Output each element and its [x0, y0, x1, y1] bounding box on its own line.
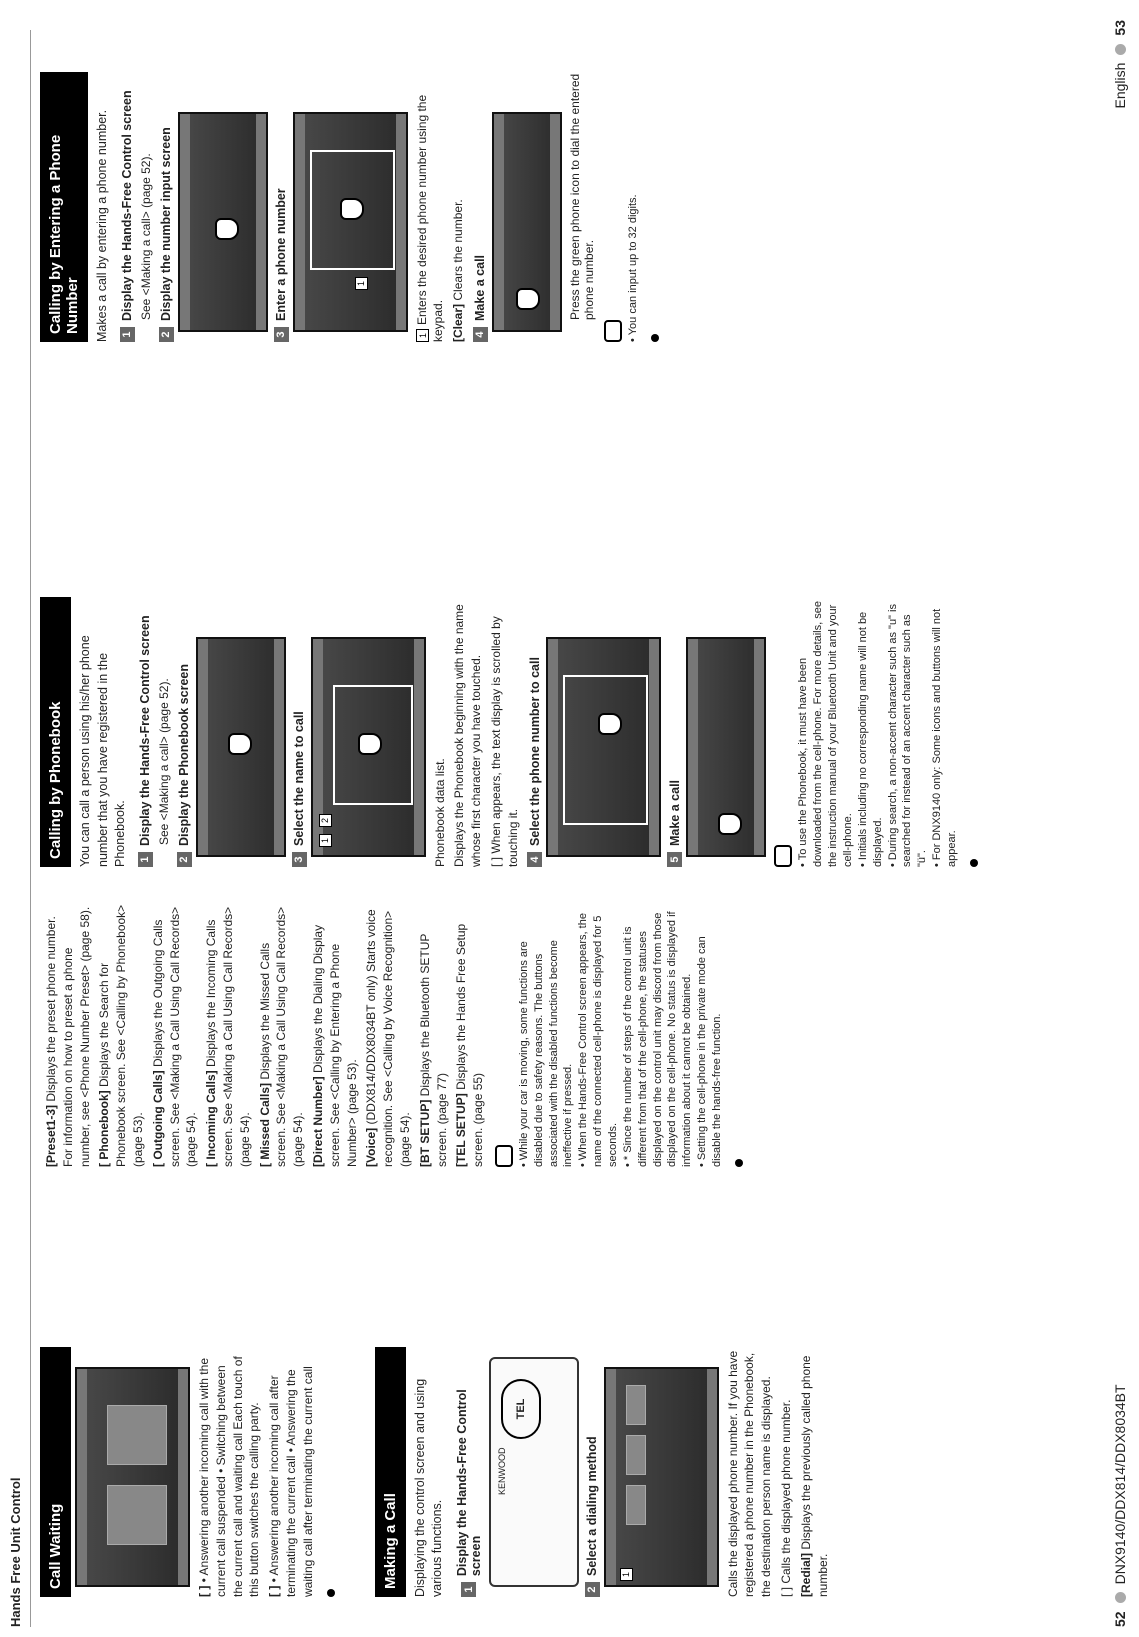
- entering-title: Calling by Entering a Phone Number: [40, 72, 88, 342]
- column-buttons: [Preset1-3] Displays the preset phone number. For information on how to preset a phone number, see <Phone Number Preset> (page 58). [ Phonebook] Displays the Search for Phonebook screen. See <Calling by Phonebook> (page 53). [ Outgoing Calls] Displays the Outgoing Calls screen. See <Making a Call Using Call Records> (page 54). [ Incoming Calls] Displays the Incoming Calls screen. See <Making a Call Using Call Records> (page 54). [ Missed Calls] Displays the Missed Calls screen. See <Making a Call Using Call Records> (page 54). [Direct Number] Displays the Dialing Display screen. See <Calling by Entering a Phone Number> (page 53). [Voice] (DDX814/DDX8034BT only) Starts voice recognition. See <Calling by Voice Recognition> (page 54). [BT SETUP] Displays the Bluetooth SETUP screen. (page 77) [TEL SETUP] Displays the Hands Free Setup screen. (page 55) • While your car is moving, some functions are disabled due to safety reasons. The buttons associated with the disabled functions become ineffective if pressed. • When the Hands-Free Control screen appears, the name of the connected cell-phone is displayed for 5 seconds. • * Since the number of steps of the control unit is different from that of the cell-phone, the statuses displayed on the control unit may discord from those displayed on the cell-phone. No status is displayed if information about it cannot be obtained. • Setting the cell-phone in the private mode can disable the hands-free function.: [40, 902, 743, 1167]
- callout-1-desc: Calls the displayed phone number. If you have registered a phone number in the Phonebook, the destination person name is displayed.: [725, 1350, 774, 1597]
- running-head: Hands Free Unit Control: [8, 1477, 23, 1627]
- callout-1: 1: [620, 1568, 633, 1581]
- head-unit-illustration: [489, 1357, 579, 1587]
- phone-end-icon: [ ]: [267, 1585, 282, 1597]
- column-call-waiting: [40, 1347, 834, 1597]
- phonebook-button-screenshot: [196, 637, 286, 857]
- outgoing-calls-icon: [ Outgoing Calls]: [150, 1070, 165, 1167]
- redial-desc: [Redial] Displays the previously called phone number.: [798, 1355, 830, 1597]
- call-waiting-screenshot: [75, 1367, 190, 1587]
- page-dot-icon: [1115, 1592, 1126, 1603]
- notes-list: • While your car is moving, some functions are disabled due to safety reasons. The buttons associated with the disabled functions become ineffective if pressed. • When the Hands-Free Control screen appears, the name of the connected cell-phone is displayed for 5 seconds. • * Since the number of steps of the control unit is different from that of the cell-phone, the statuses displayed on the control unit may discord from those displayed on the cell-phone. No status is displayed if information about it cannot be obtained. • Setting the cell-phone in the private mode can disable the hands-free function.: [517, 902, 725, 1167]
- note-icon: [495, 1145, 513, 1167]
- missed-calls-icon: [ Missed Calls]: [257, 1082, 272, 1167]
- dialing-method-screenshot: [604, 1367, 719, 1587]
- keypad-screenshot: 1: [293, 112, 408, 332]
- phone-answer-icon: [ ]: [197, 1585, 211, 1597]
- answer-hold-item: [ ] • Answering another incoming call with the current call suspended • Switching between the current call and waiting call Each touch of this button switches the calling party.: [197, 1356, 262, 1597]
- note-icon: [604, 320, 622, 342]
- number-input-screenshot: [178, 112, 268, 332]
- make-call-screenshot: [686, 637, 766, 857]
- column-entering: Calling by Entering a Phone Number Makes a call by entering a phone number. 1 Display the Hands-Free Control screen See <Making a call> (page 52). 2 Display the number input screen 3 Enter a phone number 1 1Enters the desired phone number using the keypad. [Clear] Clears the number. 4 Make a call Press the green phone icon to dial the entered phone number. • You can input up to 32 digits.: [40, 72, 659, 342]
- pointer-hand-icon: [215, 218, 239, 240]
- pointer-hand-icon: [340, 198, 364, 220]
- pointer-hand-icon: [358, 733, 382, 755]
- phonebook-list-screenshot: 1 2: [311, 637, 426, 857]
- phonebook-title: Calling by Phonebook: [40, 597, 71, 867]
- phone-number-screenshot: [546, 637, 661, 857]
- footer-right: English 53: [1112, 20, 1128, 109]
- answer-end-item: [ ] • Answering another incoming call after terminating the current call • Answering the waiting call after terminating the current call: [267, 1366, 315, 1597]
- pointer-hand-icon: [516, 288, 540, 310]
- end-dot: [327, 1589, 335, 1597]
- step-1: 1 Display the Hands-Free Control screen: [455, 1347, 483, 1597]
- pointer-hand-icon: [718, 813, 742, 835]
- making-call-title: Making a Call: [375, 1347, 406, 1597]
- call-button-desc: [ ] Calls the displayed phone number.: [778, 1399, 793, 1597]
- pointer-hand-icon: [228, 733, 252, 755]
- step-2: 2 Select a dialing method: [585, 1347, 600, 1597]
- column-phonebook: Calling by Phonebook You can call a person using his/her phone number that you have registered in the Phonebook. 1 Display the Hands-Free Control screen See <Making a call> (page 52). 2 Display the Phonebook screen 3 Select the name to call 1 2 Phonebook data list. Displays the Phonebook beginning with the name whose first character you have touched. [ ] When appears, the text display is scrolled by touching it. 4 Select the phone number to call 5 Make a call • To use the Phonebook, it must have been downloaded from the cell-phone. For more details, see the instruction manual of your Bluetooth Unit and your cell-phone. • Initials including no corresponding name will not be displayed. • During search, a non-accent character such as "u" is searched for instead of an accent character such as "ü". • For DNX9140 only: Some icons and buttons will not appear.: [40, 597, 978, 867]
- pointer-hand-icon: [598, 713, 622, 735]
- kenwood-logo: KENWOOD: [496, 1447, 507, 1495]
- phonebook-icon: [ Phonebook]: [97, 1090, 112, 1167]
- note-icon: [774, 845, 792, 867]
- incoming-calls-icon: [ Incoming Calls]: [204, 1070, 219, 1167]
- making-call-intro: Displaying the control screen and using various functions.: [412, 1378, 445, 1597]
- dial-screenshot: [492, 112, 562, 332]
- page-dot-icon: [1115, 44, 1126, 55]
- call-waiting-title: Call Waiting: [40, 1347, 71, 1597]
- top-rule: [30, 30, 31, 1627]
- tel-button[interactable]: TEL: [501, 1379, 541, 1439]
- footer-left: 52 DNX9140/DDX814/DDX8034BT: [1112, 1384, 1128, 1627]
